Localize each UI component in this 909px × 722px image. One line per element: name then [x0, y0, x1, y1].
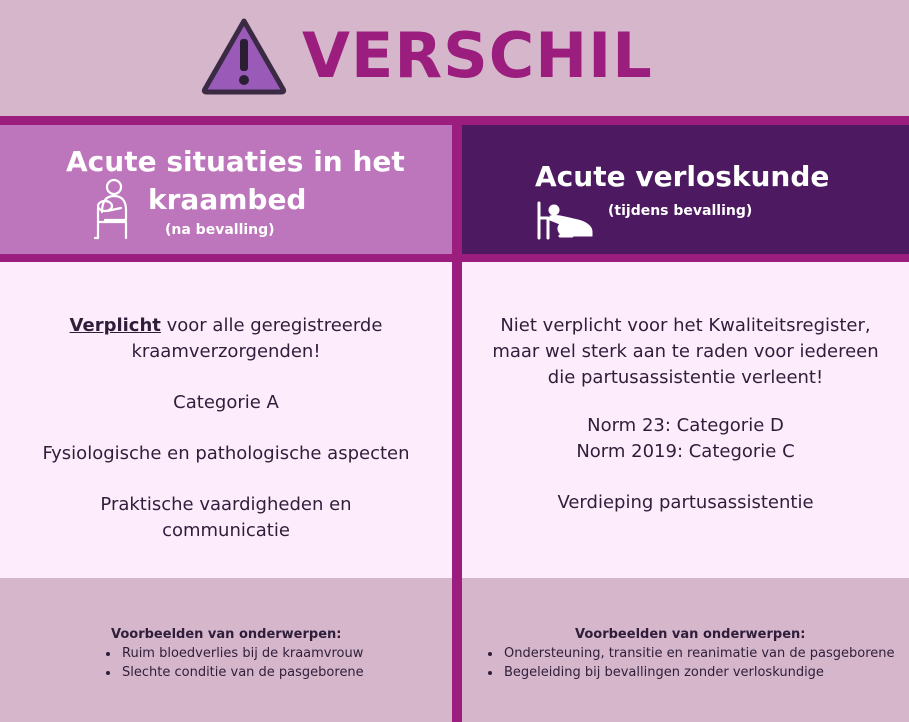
left-examples-title: Voorbeelden van onderwerpen: [111, 627, 342, 642]
divider-vertical [452, 116, 462, 722]
woman-in-labor-icon [534, 198, 600, 240]
header [0, 0, 909, 116]
list-item: • Slechte conditie van de pasgeborene [120, 663, 364, 682]
list-item: • Ondersteuning, transitie en reanimatie van de pasgeborene [502, 644, 895, 663]
mandatory-word: Verplicht [69, 315, 161, 336]
deepening-text: Verdieping partusassistentie [557, 492, 814, 513]
list-item: • Ruim bloedverlies bij de kraamvrouw [120, 644, 364, 663]
intro-line3: die partusassistentie verleent! [547, 367, 824, 388]
warning-icon [201, 17, 287, 95]
right-heading: Acute verloskunde [535, 160, 830, 193]
skills-line1: Praktische vaardigheden en [100, 494, 352, 515]
left-examples-list [100, 644, 364, 682]
mother-with-baby-icon [93, 178, 133, 240]
aspects-text: Fysiologische en pathologische aspecten [42, 443, 410, 464]
skills-line2: communicatie [162, 520, 290, 541]
left-header [0, 125, 452, 254]
left-heading-line2: kraambed [148, 183, 307, 216]
norm2-text: Norm 2019: Categorie C [576, 441, 795, 462]
left-content [0, 262, 452, 578]
list-item: • Begeleiding bij bevallingen zonder verloskundige [502, 663, 895, 682]
mandatory-line2: kraamverzorgenden! [131, 341, 321, 362]
right-subheading: (tijdens bevalling) [608, 203, 753, 219]
right-examples-title: Voorbeelden van onderwerpen: [575, 627, 806, 642]
mandatory-rest: voor alle geregistreerde [160, 315, 383, 336]
norm1-text: Norm 23: Categorie D [587, 415, 784, 436]
right-examples-list [482, 644, 895, 682]
right-content [462, 262, 909, 578]
right-header [462, 125, 909, 254]
left-heading-line1: Acute situaties in het [66, 145, 405, 178]
left-subheading: (na bevalling) [165, 222, 275, 238]
intro-line2: maar wel sterk aan te raden voor iedereen [492, 341, 879, 362]
intro-line1: Niet verplicht voor het Kwaliteitsregister, [500, 315, 871, 336]
mandatory-line [0, 313, 452, 339]
page-title: VERSCHIL [302, 19, 653, 92]
category-text: Categorie A [173, 392, 279, 413]
